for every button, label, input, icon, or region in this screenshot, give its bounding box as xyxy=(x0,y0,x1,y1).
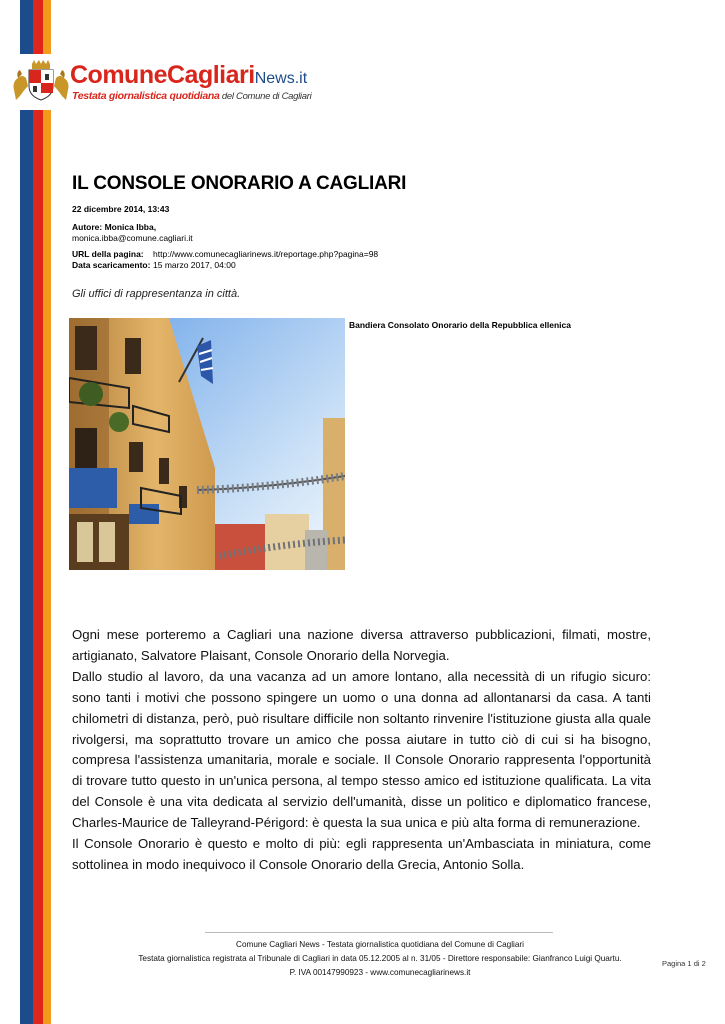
left-stripe-red xyxy=(33,0,43,1024)
photo-caption: Bandiera Consolato Onorario della Repubblica ellenica xyxy=(349,320,571,330)
street-flag-illustration xyxy=(69,318,345,570)
brand-suffix: News.it xyxy=(254,70,308,87)
article-url-row xyxy=(72,249,378,271)
footer-line-1: Comune Cagliari News - Testata giornalistica quotidiana del Comune di Cagliari xyxy=(236,940,524,949)
tagline-main: Testata giornalistica quotidiana xyxy=(72,90,220,102)
article-lead: Gli uffici di rappresentanza in città. xyxy=(72,288,241,300)
footer-line-2: Testata giornalistica registrata al Tribunale di Cagliari in data 05.12.2005 al n. 31/05 - Direttore responsabile: Gianfranco Luigi Quartu. xyxy=(138,954,622,963)
footer-divider xyxy=(205,932,553,933)
page-number: Pagina 1 di 2 xyxy=(662,959,706,968)
left-stripe-blue xyxy=(20,0,33,1024)
article-date: 22 dicembre 2014, 13:43 xyxy=(72,204,170,214)
footer-line-3: P. IVA 00147990923 - www.comunecagliarinews.it xyxy=(289,968,471,977)
download-value: 15 marzo 2017, 04:00 xyxy=(153,260,236,270)
body-paragraph-3: Il Console Onorario è questo e molto di più: egli rappresenta un'Ambasciata in miniatura, come sottolinea in modo inequivoco il Console Onorario della Grecia, Antonio Solla. xyxy=(72,836,651,872)
cagliari-crest-icon xyxy=(10,60,72,102)
article-title: IL CONSOLE ONORARIO A CAGLIARI xyxy=(72,173,407,194)
brand-logo-text xyxy=(70,61,307,90)
body-paragraph-2: Dallo studio al lavoro, da una vacanza ad un amore lontano, alla necessità di un rifugio sicuro: sono tanti i motivi che possono spingere un uomo o una donna ad allontanarsi da casa. A tanti chilometri di distanza, però, può risultare difficile non soltanto rinvenire l'istituzione giusta alla quale rivolgersi, ma soprattutto trovare un amico che possa aiutare in tutto ciò di cui si ha bisogno, compresa l'assistenza umanitaria, morale e sociale. Il Console Onorario rappresenta l'opportunità di trovare tutto questo in un'unica persona, al tempo stesso amico ed istituzione qualificata. La vita del Console è una vita dedicata al servizio dell'umanità, disse un politico e diplomatico francese, Charles-Maurice de Talleyrand-Périgord: è questa la sua unica e più alta forma di remunerazione. xyxy=(72,668,651,831)
left-stripe-orange xyxy=(43,0,51,1024)
tagline-tail: del Comune di Cagliari xyxy=(219,91,312,102)
url-value[interactable]: http://www.comunecagliarinews.it/reportage.php?pagina=98 xyxy=(153,249,379,259)
author-email[interactable]: monica.ibba@comune.cagliari.it xyxy=(72,233,193,243)
article-photo xyxy=(69,318,345,570)
body-paragraph-1: Ogni mese porteremo a Cagliari una nazione diversa attraverso pubblicazioni, filmati, mostre, artigianato, Salvatore Plaisant, Console Onorario della Norvegia. xyxy=(72,627,651,663)
download-label: Data scaricamento: xyxy=(72,260,151,270)
brand-main: ComuneCagliari xyxy=(70,61,255,89)
author-label: Autore: Monica Ibba, xyxy=(72,222,157,232)
article-author xyxy=(72,222,193,244)
masthead xyxy=(10,58,330,108)
article-body xyxy=(72,625,651,876)
tagline xyxy=(72,90,311,102)
url-label: URL della pagina: xyxy=(72,249,144,259)
